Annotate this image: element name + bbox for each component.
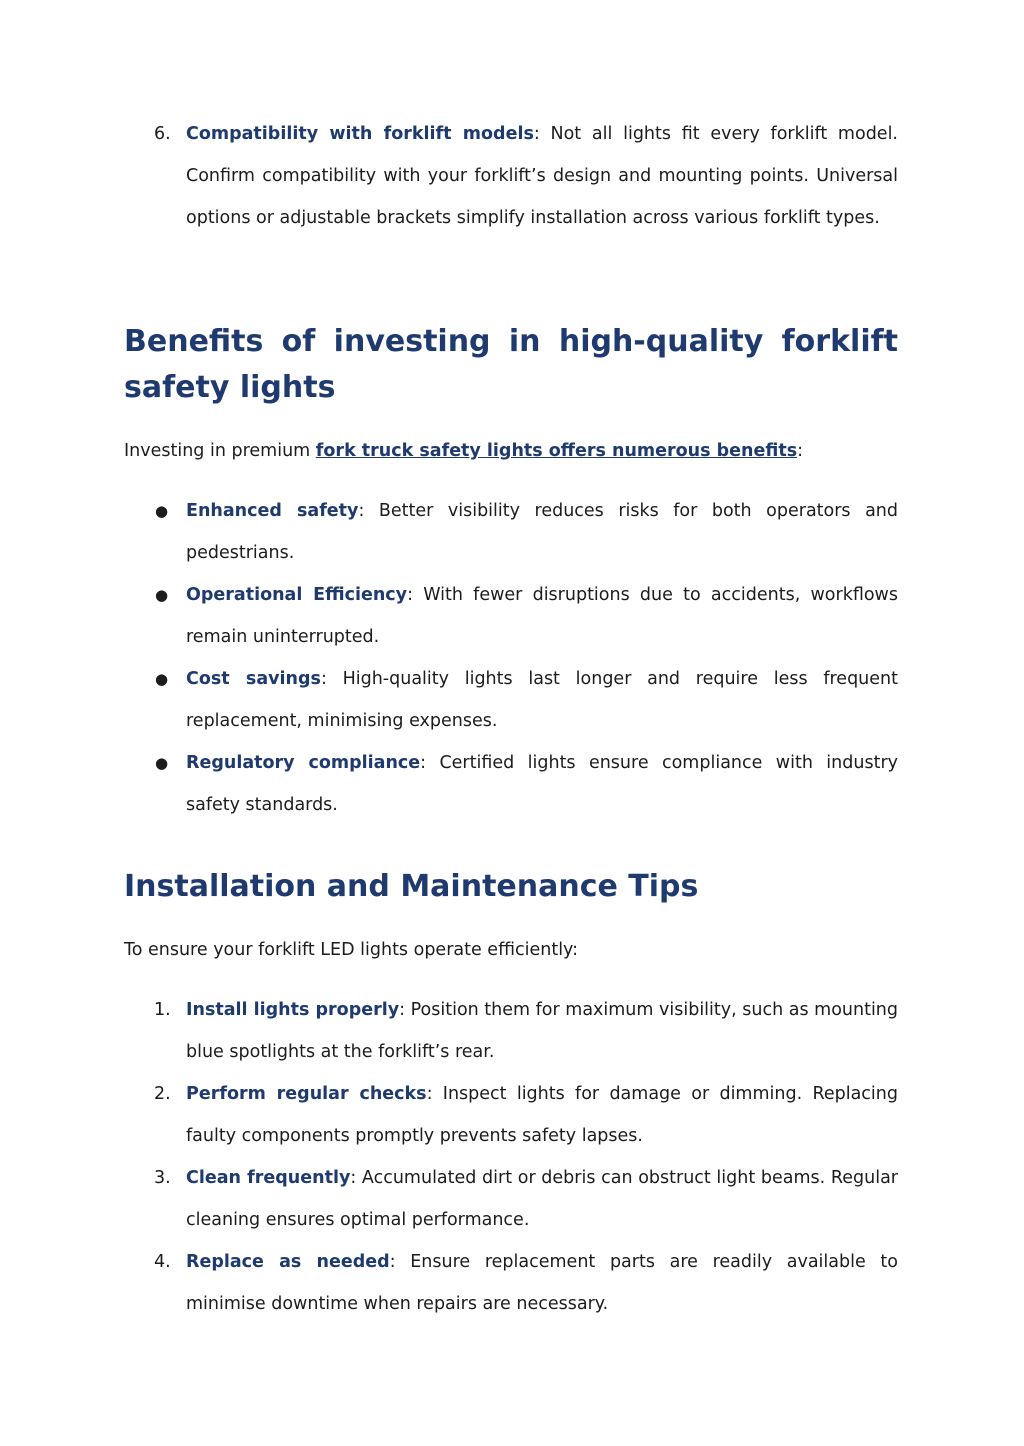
bullet-icon: ● xyxy=(155,754,169,772)
list-item-title: Perform regular checks xyxy=(186,1084,427,1104)
list-item-title: Compatibility with forklift models xyxy=(186,124,534,144)
list-item-checks xyxy=(124,1073,898,1157)
installation-list xyxy=(124,989,898,1325)
list-item-title: Replace as needed xyxy=(186,1252,390,1272)
benefits-intro-text: Investing in premium xyxy=(124,441,316,461)
list-item-replace xyxy=(124,1241,898,1325)
list-number: 1. xyxy=(154,1000,171,1020)
list-number: 3. xyxy=(154,1168,171,1188)
list-item-title: Regulatory compliance xyxy=(186,753,421,773)
list-number: 4. xyxy=(154,1252,171,1272)
list-item-enhanced-safety xyxy=(124,490,898,574)
list-item-text: : With fewer disruptions due to accidents, workflows remain uninterrupted. xyxy=(186,585,898,647)
installation-heading: Installation and Maintenance Tips xyxy=(124,869,699,904)
list-item-text: : Accumulated dirt or debris can obstruct light beams. Regular cleaning ensures optimal performance. xyxy=(186,1168,898,1230)
list-item-text: : Better visibility reduces risks for both operators and pedestrians. xyxy=(186,501,898,563)
list-item-text: : Ensure replacement parts are readily available to minimise downtime when repairs are necessary. xyxy=(186,1252,898,1314)
bullet-icon: ● xyxy=(155,586,169,604)
list-item-text: : Inspect lights for damage or dimming. Replacing faulty components promptly prevents safety lapses. xyxy=(186,1084,898,1146)
list-item-title: Operational Efficiency xyxy=(186,585,408,605)
list-item-text: : Position them for maximum visibility, such as mounting blue spotlights at the forklift’s rear. xyxy=(186,1000,899,1062)
benefits-intro-colon: : xyxy=(797,441,804,461)
list-number: 6. xyxy=(154,124,171,144)
list-item-text: : High-quality lights last longer and require less frequent replacement, minimising expenses. xyxy=(186,669,898,731)
compatibility-list xyxy=(124,113,898,239)
benefits-intro xyxy=(124,430,898,472)
list-item-text: : Not all lights fit every forklift model. Confirm compatibility with your forklift’s design and mounting points. Universal options or adjustable brackets simplify installation across various forklift types. xyxy=(186,124,898,228)
list-item-compatibility xyxy=(124,113,898,239)
benefits-link[interactable]: fork truck safety lights offers numerous benefits xyxy=(315,441,798,461)
list-item-operational-efficiency xyxy=(124,574,898,658)
list-item-title: Cost savings xyxy=(186,669,321,689)
benefits-list xyxy=(124,490,898,826)
list-item-text: : Certified lights ensure compliance with industry safety standards. xyxy=(186,753,898,815)
list-number: 2. xyxy=(154,1084,171,1104)
list-item-title: Enhanced safety xyxy=(186,501,359,521)
bullet-icon: ● xyxy=(155,670,169,688)
bullet-icon: ● xyxy=(155,502,169,520)
list-item-title: Clean frequently xyxy=(186,1168,351,1188)
benefits-heading: Benefits of investing in high-quality forklift safety lights xyxy=(124,324,898,405)
list-item-title: Install lights properly xyxy=(186,1000,400,1020)
list-item-regulatory-compliance xyxy=(124,742,898,826)
installation-intro: To ensure your forklift LED lights operate efficiently: xyxy=(124,940,579,960)
list-item-clean xyxy=(124,1157,898,1241)
list-item-install xyxy=(124,989,898,1073)
list-item-cost-savings xyxy=(124,658,898,742)
